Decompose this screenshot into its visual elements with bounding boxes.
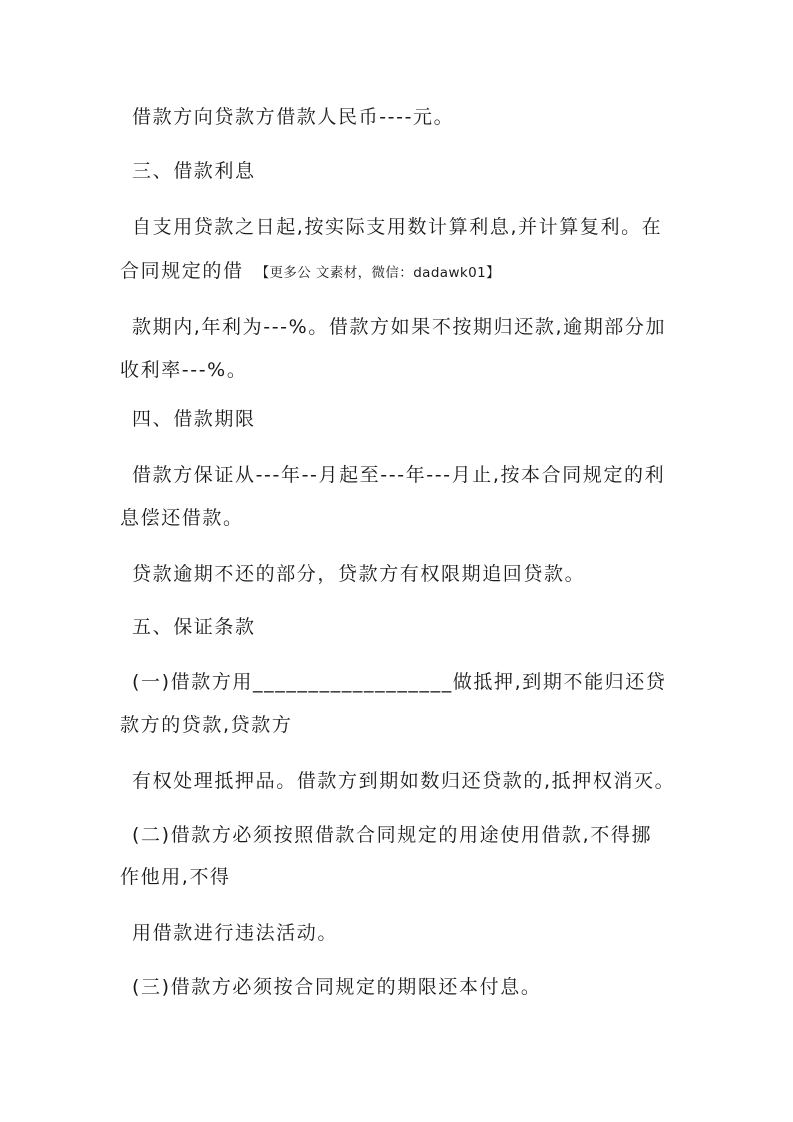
- interest-paragraph-line-1: 自支用贷款之日起,按实际支用数计算利息,并计算复利。在: [132, 216, 663, 238]
- section-four-heading: 四、借款期限: [132, 408, 256, 430]
- clause-two-line-3: 用借款进行违法活动。: [132, 922, 339, 944]
- clause-two-line-2: 作他用,不得: [120, 866, 231, 888]
- watermark-note: 【更多公 文素材，微信：dadawk01】: [255, 265, 501, 281]
- section-three-heading: 三、借款利息: [132, 160, 256, 182]
- interest-paragraph-line-2: [120, 258, 680, 286]
- loan-term-line-1: 借款方保证从---年--月起至---年---月止,按本合同规定的利: [132, 464, 666, 486]
- loan-term-line-2: 息偿还借款。: [120, 507, 244, 529]
- interest-rate-line-2: 收利率---%。: [120, 359, 248, 381]
- clause-three-line: (三)借款方必须按合同规定的期限还本付息。: [132, 976, 542, 998]
- clause-one-line-1: (一)借款方用__________________做抵押,到期不能归还贷: [132, 671, 667, 693]
- clause-one-line-2: 款方的贷款,贷款方: [120, 714, 293, 736]
- section-five-heading: 五、保证条款: [132, 616, 256, 638]
- overdue-line: 贷款逾期不还的部分，贷款方有权限期追回贷款。: [132, 563, 586, 585]
- clause-two-line-1: (二)借款方必须按照借款合同规定的用途使用借款,不得挪: [132, 824, 653, 846]
- interest-rate-line-1: 款期内,年利为---%。借款方如果不按期归还款,逾期部分加: [132, 316, 667, 338]
- interest-paragraph-line-2-text: 合同规定的借: [120, 260, 244, 282]
- clause-one-line-3: 有权处理抵押品。借款方到期如数归还贷款的,抵押权消灭。: [132, 770, 676, 792]
- loan-amount-line: 借款方向贷款方借款人民币----元。: [132, 106, 455, 128]
